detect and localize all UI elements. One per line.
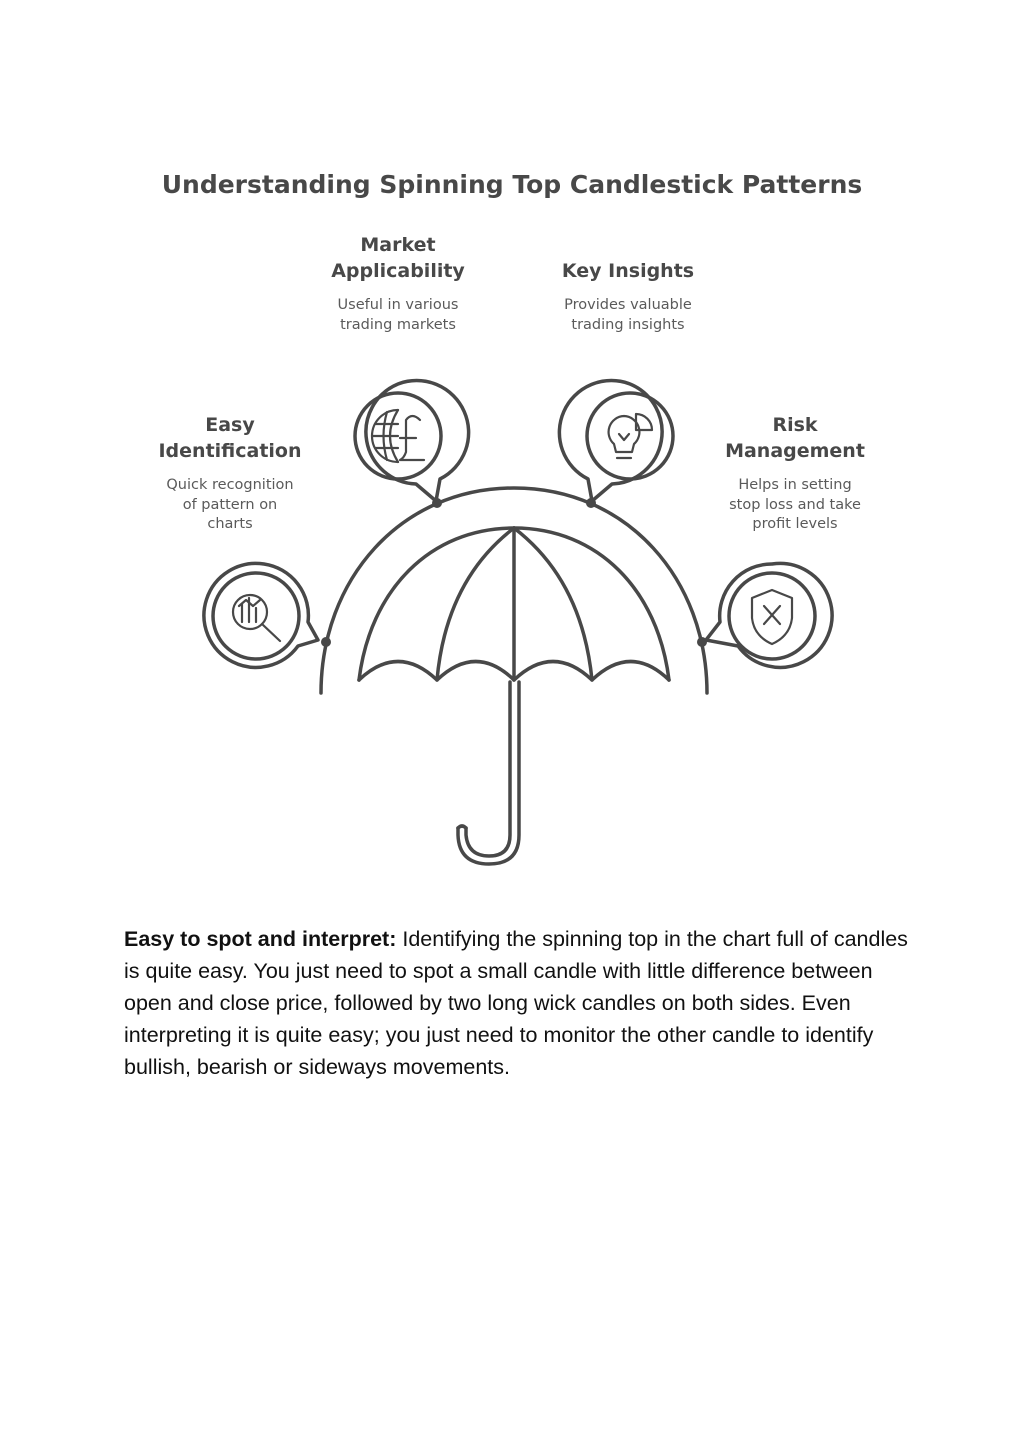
connector-dot <box>586 498 596 508</box>
body-paragraph <box>124 923 914 1083</box>
item-key-insights <box>528 258 728 335</box>
connector-dot <box>321 637 331 647</box>
item-market-applicability <box>298 232 498 335</box>
bubble-easy-identification <box>204 563 318 667</box>
diagram-title: Understanding Spinning Top Candlestick Patterns <box>161 170 863 199</box>
item-heading: Key Insights <box>561 260 695 282</box>
bubble-risk-management <box>706 563 832 667</box>
paragraph-lead: Easy to spot and interpret: <box>124 927 397 951</box>
umbrella-canopy <box>359 528 669 680</box>
item-description: Useful in various trading markets <box>337 297 459 333</box>
item-description: Quick recognition of pattern on charts <box>166 477 294 532</box>
item-description: Provides valuable trading insights <box>564 297 692 333</box>
item-description: Helps in setting stop loss and take profit levels <box>729 477 861 532</box>
paragraph-body: Identifying the spinning top in the chart full of candles is quite easy. You just need to spot a small candle with little difference between open and close price, followed by two long wick candles on both sides. Even interpreting it is quite easy; you just need to monitor the other candle to identify bullish, bearish or sideways movements. <box>124 927 908 1079</box>
umbrella-handle <box>458 682 519 864</box>
bubble-key-insights <box>559 381 673 501</box>
connector-dot <box>432 498 442 508</box>
item-heading: Market Applicability <box>331 234 465 282</box>
item-heading: Risk Management <box>725 414 865 462</box>
connector-dot <box>697 637 707 647</box>
item-risk-management <box>695 412 895 535</box>
item-easy-identification <box>130 412 330 535</box>
item-heading: Easy Identification <box>158 414 302 462</box>
